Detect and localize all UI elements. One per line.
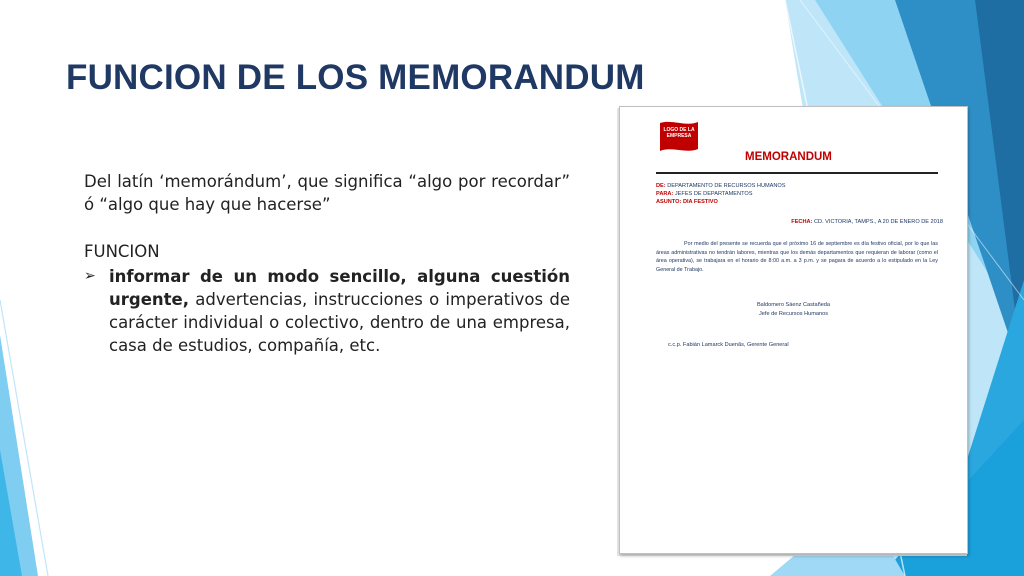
section-label: FUNCION	[84, 242, 160, 261]
arrow-bullet-icon: ➢	[84, 268, 96, 284]
intro-paragraph: Del latín ‘memorándum’, que significa “algo por recordar” ó “algo que hay que hacerse”	[84, 172, 570, 214]
para-value: JEFES DE DEPARTAMENTOS	[674, 191, 753, 197]
memo-title: MEMORANDUM	[745, 151, 832, 163]
memo-fecha	[791, 219, 943, 225]
asunto-label: ASUNTO:	[656, 199, 682, 205]
logo-text: LOGO DE LA EMPRESA	[663, 127, 695, 139]
para-label: PARA:	[656, 191, 674, 197]
memo-document-image	[619, 106, 968, 554]
memo-paragraph: Por medio del presente se recuerda que el próximo 16 de septiembre es día festivo oficial, por lo que las áreas administrativas no tendrán labores, mientras que los demás departamentos que requieran de laborar (como el área operativa), se trabajara en el horario de 8:00 a.m. a 3 p.m. y se pagara de acuerdo a lo estipulado en la Ley General de Trabajo.	[656, 241, 938, 273]
signer-title: Jefe de Recursos Humanos	[758, 311, 829, 317]
bullet-plain-text: advertencias, instrucciones o imperativos de carácter individual o colectivo, dentro de una empresa, casa de estudios, compañía, etc.	[109, 290, 570, 355]
memo-para	[656, 191, 752, 197]
asunto-value: DIA FESTIVO	[682, 199, 718, 205]
fecha-value: CD. VICTORIA, TAMPS., A 20 DE ENERO DE 2018	[813, 219, 943, 225]
fecha-label: FECHA:	[791, 219, 813, 225]
bullet-text	[109, 265, 570, 357]
bullet-bold-text: informar de un modo sencillo, alguna cuestión urgente,	[109, 267, 570, 309]
memo-ccp: c.c.p. Fabián Lamarck Duenãs, Gerente General	[668, 342, 789, 348]
de-value: DEPARTAMENTO DE RECURSOS HUMANOS	[667, 183, 786, 189]
slide-body	[84, 170, 570, 357]
memo-divider	[656, 172, 938, 174]
memo-asunto	[656, 199, 718, 205]
bullet-item	[84, 265, 570, 357]
de-label: DE:	[656, 183, 666, 189]
slide-title: FUNCION DE LOS MEMORANDUM	[66, 58, 645, 97]
signer-name: Baldomero Sáenz Castañeda	[756, 302, 831, 308]
memo-de	[656, 183, 786, 189]
